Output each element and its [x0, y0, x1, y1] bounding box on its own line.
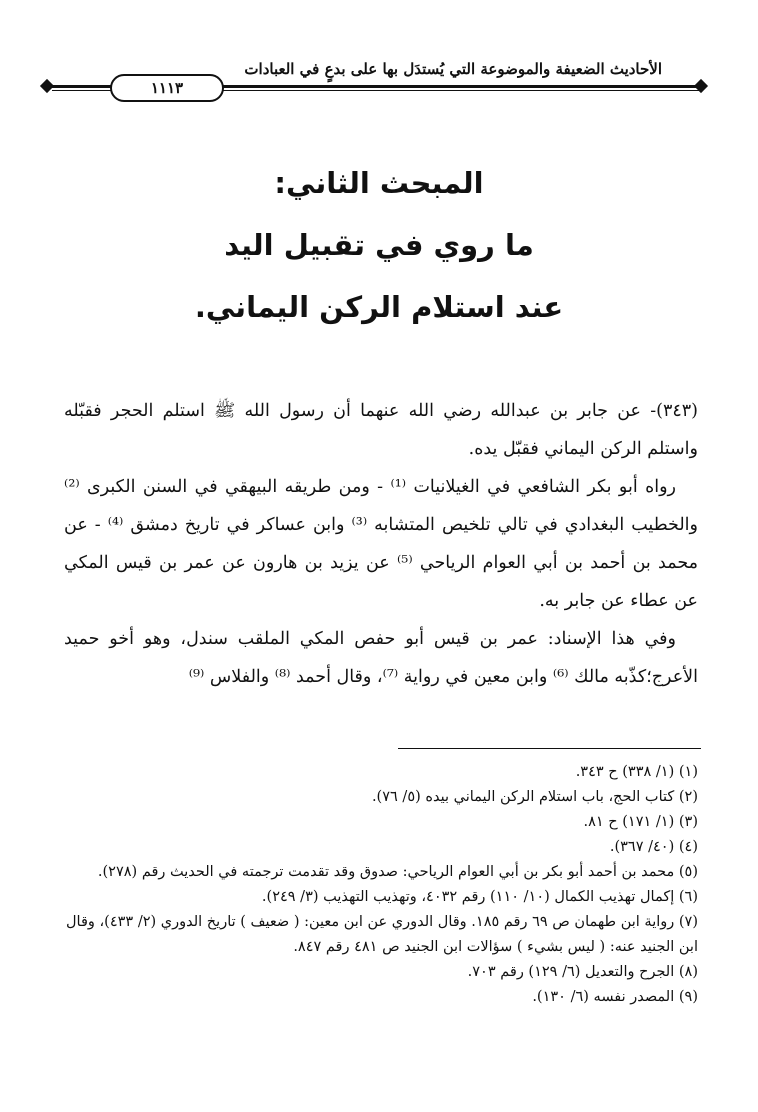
footnote: (٢) كتاب الحج، باب استلام الركن اليماني بيده (٥/ ٧٦).	[371, 789, 698, 805]
footnote-separator	[398, 748, 701, 749]
footnote: (٣) (١/ ١٧١) ح ٨١.	[583, 814, 698, 830]
running-title: الأحاديث الضعيفة والموضوعة التي يُستدَل بها على بدعٍ في العبادات	[236, 60, 670, 78]
section-subtitle-1: ما روي في تقبيل اليد	[224, 228, 534, 262]
page-header	[40, 56, 700, 96]
footnote: (٧) رواية ابن طهمان ص ٦٩ رقم ١٨٥. وقال الدوري عن ابن معين: ( ضعيف ) تاريخ الدوري (٢/ ٤٣٣)، وقال ابن الجنيد عنه: ( ليس بشيء ) سؤالات ابن الجنيد ص ٤٨١ رقم ٨٤٧.	[66, 914, 698, 955]
takhrij-paragraph: رواه أبو بكر الشافعي في الغيلانيات ⁽¹⁾ - ومن طريقه البيهقي في السنن الكبرى ⁽²⁾ والخطيب البغدادي في تالي تلخيص المتشابه ⁽³⁾ وابن عساكر في تاريخ دمشق ⁽⁴⁾ - عن محمد بن أحمد بن أبي العوام الرياحي ⁽⁵⁾ عن يزيد بن هارون عن عمر بن قيس المكي عن عطاء عن جابر به.	[64, 477, 699, 611]
hadith-text: (٣٤٣)- عن جابر بن عبدالله رضي الله عنهما أن رسول الله ﷺ استلم الحجر فقبّله واستلم الركن اليماني فقبّل يده.	[64, 401, 698, 459]
section-subtitle-2: عند استلام الركن اليماني.	[194, 290, 564, 324]
page-number: ١١١٣	[110, 74, 224, 102]
section-title: المبحث الثاني:	[274, 166, 484, 200]
footnote: (١) (١/ ٣٣٨) ح ٣٤٣.	[575, 764, 698, 780]
footnote: (٩) المصدر نفسه (٦/ ١٣٠).	[532, 989, 698, 1005]
footnote: (٦) إكمال تهذيب الكمال (١٠/ ١١٠) رقم ٤٠٣٢، وتهذيب التهذيب (٣/ ٢٤٩).	[261, 889, 698, 905]
isnad-paragraph: وفي هذا الإسناد: عمر بن قيس أبو حفص المكي الملقب سندل، وهو أخو حميد الأعرج؛كذّبه مالك ⁽⁶⁾ وابن معين في رواية ⁽⁷⁾، وقال أحمد ⁽⁸⁾ والفلاس ⁽⁹⁾	[64, 629, 698, 687]
footnote: (٤) (٤٠/ ٣٦٧).	[609, 839, 698, 855]
footnote: (٨) الجرح والتعديل (٦/ ١٢٩) رقم ٧٠٣.	[467, 964, 698, 980]
footnote: (٥) محمد بن أحمد أبو بكر بن أبي العوام الرياحي: صدوق وقد تقدمت ترجمته في الحديث رقم (٢٧٨).	[97, 864, 698, 880]
body-text	[64, 392, 698, 696]
footnotes	[64, 760, 698, 1010]
